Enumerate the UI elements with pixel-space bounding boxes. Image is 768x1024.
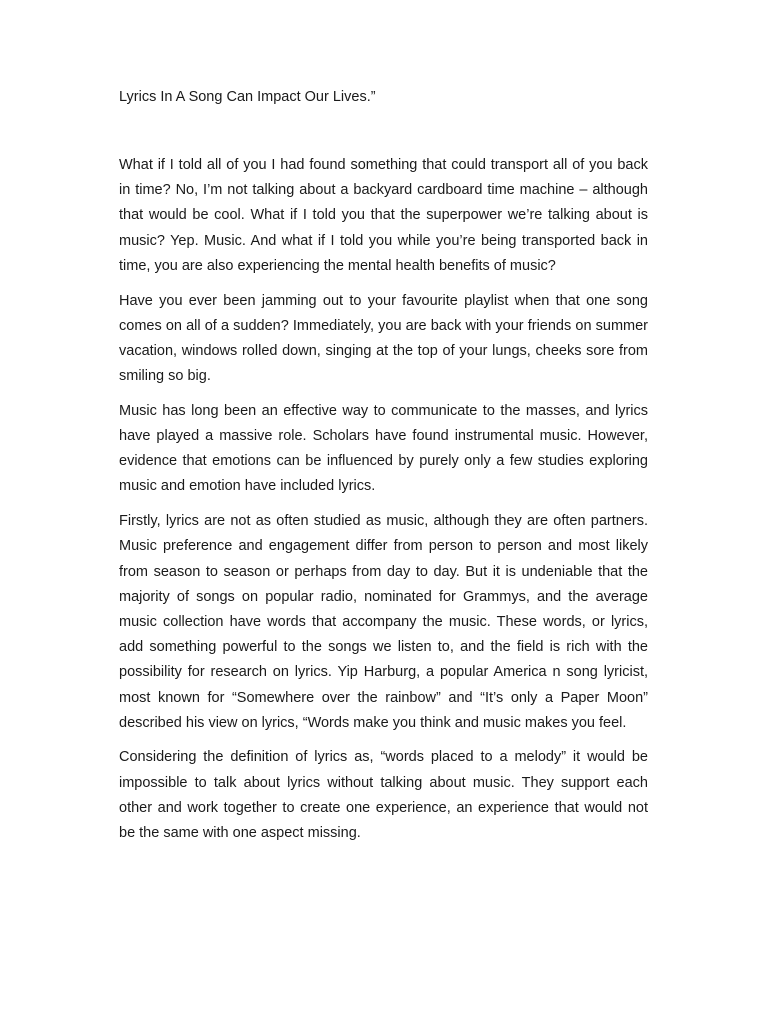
document-title: Lyrics In A Song Can Impact Our Lives.” [119,89,376,105]
paragraph-playlist: Have you ever been jamming out to your favourite playlist when that one song comes on all of a sudden? Immediately, you are back with your friends on summer vacation, windows rolled down, singing at the top of your lungs, cheeks sore from smiling so big. [119,292,648,385]
paragraph-communication: Music has long been an effective way to communicate to the masses, and lyrics have played a massive role. Scholars have found instrumental music. However, evidence that emotions can be influenced by purely only a few studies exploring music and emotion have included lyrics. [119,402,648,495]
paragraph-definition: Considering the definition of lyrics as, “words placed to a melody” it would be impossible to talk about lyrics without talking about music. They support each other and work together to create one experience, an experience that would not be the same with one aspect missing. [119,749,648,842]
paragraph-time-travel: What if I told all of you I had found something that could transport all of you back in time? No, I’m not talking about a backyard cardboard time machine – although that would be cool. What if I told you that the superpower we’re talking about is music? Yep. Music. And what if I told you while you’re being transported back in time, you are also experiencing the mental health benefits of music? [119,157,648,274]
document-body [119,153,648,856]
paragraph-lyrics-research: Firstly, lyrics are not as often studied as music, although they are often partners. Music preference and engagement differ from person to person and most likely from season to season or perhaps from day to day. But it is undeniable that the majority of songs on popular radio, nominated for Grammys, and the average music collection have words that accompany the music. These words, or lyrics, add something powerful to the songs we listen to, and the field is rich with the possibility for research on lyrics. Yip Harburg, a popular America n song lyricist, most known for “Somewhere over the rainbow” and “It’s only a Paper Moon” described his view on lyrics, “Words make you think and music makes you feel. [119,513,648,731]
